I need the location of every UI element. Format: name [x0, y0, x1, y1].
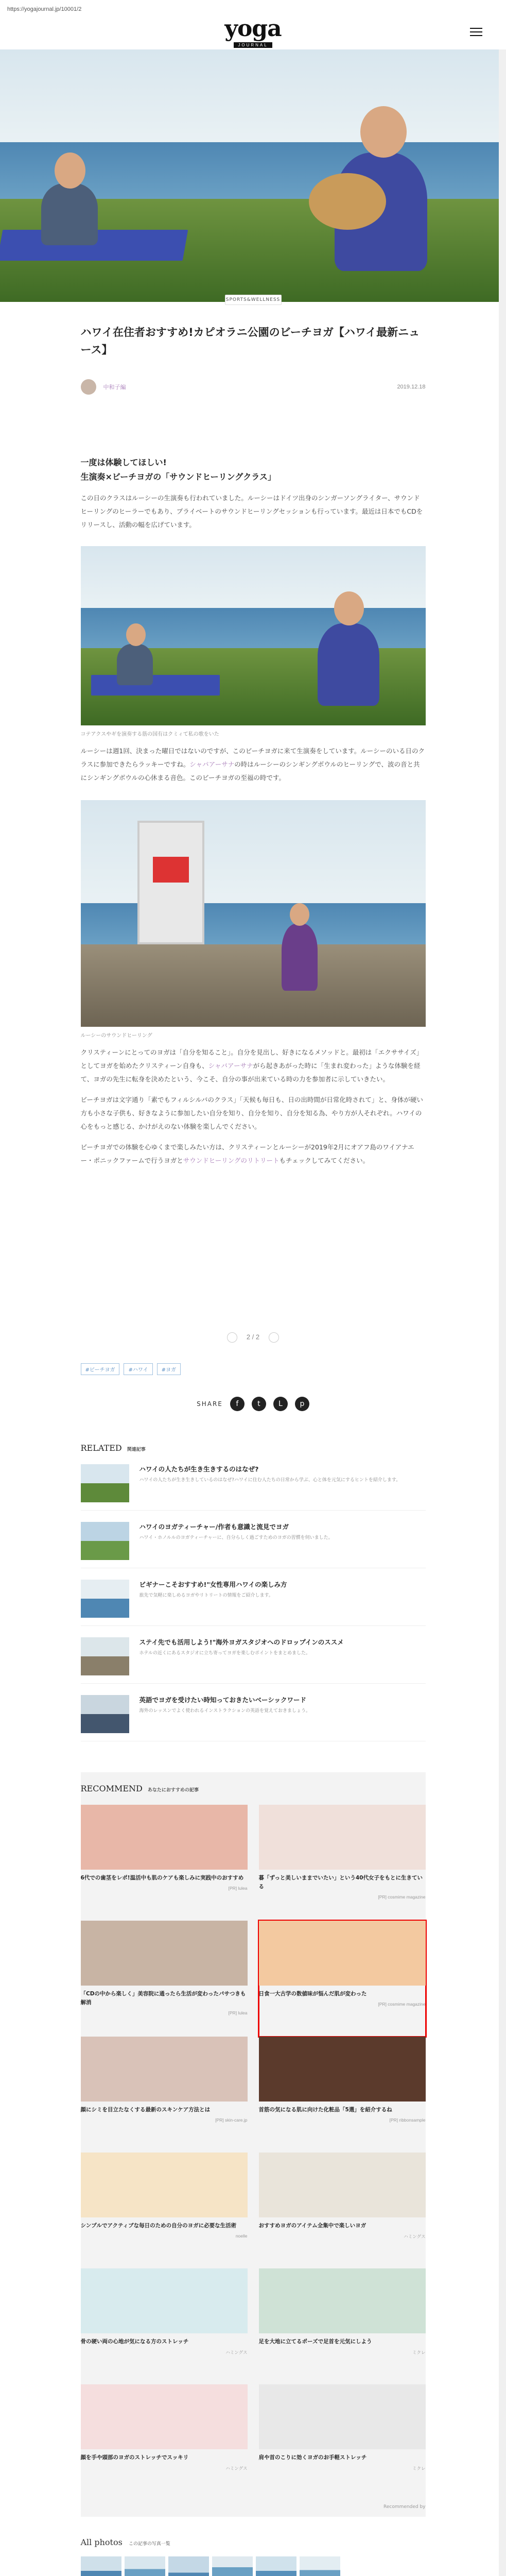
- photo-thumbnail[interactable]: [212, 2556, 253, 2576]
- site-header: [0, 15, 506, 49]
- recommend-image[interactable]: [81, 2268, 248, 2333]
- recommend-card[interactable]: [259, 1805, 426, 1921]
- photo-thumbnails: [81, 2556, 426, 2576]
- recommend-card[interactable]: [259, 2384, 426, 2500]
- article-meta: [81, 379, 426, 395]
- related-thumbnail[interactable]: [81, 1464, 129, 1502]
- hero-image: [0, 49, 499, 302]
- recommend-title[interactable]: 日食一大古学の数値味が悩んだ肌が変わった: [258, 1991, 367, 1997]
- recommend-title[interactable]: シンプルでアクティブな毎日のための自分のヨガに必要な生活術: [80, 2223, 237, 2229]
- recommend-image[interactable]: [81, 2384, 248, 2449]
- photo-thumbnail[interactable]: [300, 2556, 340, 2576]
- pager: [81, 1332, 426, 1343]
- recommend-card[interactable]: [81, 1805, 248, 1921]
- related-title[interactable]: 英語でヨガを受けたい時知っておきたいベーシックワード: [139, 1696, 307, 1704]
- photo-thumbnail[interactable]: [256, 2556, 296, 2576]
- related-title[interactable]: ビギナーこそおすすめ!"女性専用ハワイの楽しみ方: [139, 1581, 287, 1588]
- related-item[interactable]: [81, 1580, 426, 1626]
- recommend-image[interactable]: [259, 1921, 426, 1986]
- author-name[interactable]: 中和子編: [103, 384, 126, 391]
- recommend-card[interactable]: [259, 2268, 426, 2384]
- paragraph-2: ルーシーは週1回、決まった曜日ではないのですが、このビーチヨガに来て生演奏をしています。ルーシーのいる日のクラスに参加できたらラッキーですね。シャパアーサナの時はルーシーのシンギングボウルのヒーリングで、波の音と共にシンギングボウルの心休まる音色。このビーチヨガの至福の時です。: [80, 747, 425, 782]
- paragraph-5: ビーチヨガでの体験を心ゆくまで楽しみたい方は、クリスティーンとルーシーが2019年2月にオアフ島のワイアナエー・ポニックファームで行うヨガとサウンドヒーリングのリトリートもチェックしてみてください。: [80, 1143, 414, 1164]
- related-item[interactable]: [81, 1637, 426, 1684]
- recommend-image[interactable]: [259, 2384, 426, 2449]
- recommend-title[interactable]: 肩や首のこりに効くヨガのお手軽ストレッチ: [258, 2454, 367, 2461]
- related-item[interactable]: [81, 1522, 426, 1568]
- recommend-source: [PR] lulea: [228, 1886, 248, 1891]
- author-avatar[interactable]: [81, 379, 96, 395]
- related-list: [81, 1464, 426, 1741]
- related-heading: RELATED 関連記事: [80, 1443, 146, 1453]
- tag[interactable]: #ヨガ: [157, 1363, 181, 1375]
- paragraph-4: ビーチヨガは文字通り「素でもフィルシルバのクラス」「天候も毎日も、日の出時間が日常化時されて」と、身体が硬い方も小さな子供も、好きなように参加したい自分を知り、自分を知り、自分を知る為、やり方が人それぞれ。ハワイの心をもっと感じる、かけがえのない体験を楽しんでください。: [80, 1096, 423, 1130]
- tag[interactable]: #ビーチヨガ: [81, 1363, 120, 1375]
- related-thumbnail[interactable]: [81, 1580, 129, 1618]
- site-logo[interactable]: yoga JOURNAL: [224, 15, 282, 47]
- recommend-title[interactable]: 暮「ずっと美しいままでいたい」という40代女子をもとに生きている: [258, 1875, 423, 1890]
- recommend-title[interactable]: 骨の硬い両の心地が気になる方のストレッチ: [80, 2338, 189, 2345]
- article-body: [81, 324, 426, 2576]
- recommend-title[interactable]: おすすめヨガのアイテム全集中で楽しいヨガ: [258, 2223, 367, 2229]
- inline-link[interactable]: シャパアーサナ: [189, 760, 235, 768]
- recommend-card[interactable]: [81, 1921, 248, 2037]
- recommend-title[interactable]: 足を大地に立てるポーズで足首を元気にしよう: [258, 2338, 372, 2345]
- paragraph-3: クリスティーンにとってのヨガは「自分を知ること」。自分を見出し、好きになるメソッドと。最初は「エクササイズ」としてヨガを始めたクリスティーン自身も、シャバアーサナがら起きあがった時に「生まれ変わった」ような体験を経て、ヨガの先生に転身を決めたという、今こそ、自分の事が出来ている時の力を参加者に示していきたい。: [80, 1048, 423, 1083]
- related-item[interactable]: [81, 1695, 426, 1741]
- related-thumbnail[interactable]: [81, 1522, 129, 1560]
- recommend-image[interactable]: [81, 1921, 248, 1986]
- article-image-2[interactable]: [81, 800, 426, 1027]
- publish-date: 2019.12.18: [397, 384, 426, 390]
- recommend-source: [PR] lulea: [228, 2010, 248, 2015]
- recommend-source: [PR] cosmime magazine: [378, 2002, 426, 2007]
- recommend-card[interactable]: [81, 2384, 248, 2500]
- photo-thumbnail[interactable]: [125, 2556, 165, 2576]
- article-title: ハワイ在住者おすすめ!カピオラニ公園のビーチヨガ【ハワイ最新ニュース】: [80, 326, 420, 356]
- prev-page-button[interactable]: [227, 1332, 237, 1343]
- category-badge[interactable]: SPORTS&WELLNESS: [225, 295, 282, 305]
- pinterest-icon[interactable]: p: [295, 1397, 309, 1411]
- related-item[interactable]: [81, 1464, 426, 1511]
- recommend-source: [PR] ribbonsample: [389, 2117, 426, 2123]
- tag[interactable]: #ハワイ: [124, 1363, 152, 1375]
- recommend-heading: RECOMMEND あなたにおすすめの記事: [80, 1784, 199, 1793]
- related-thumbnail[interactable]: [81, 1695, 129, 1733]
- related-excerpt: ホテルの近くにあるスタジオに立ち寄ってヨガを楽しむポイントをまとめました。: [139, 1651, 311, 1656]
- section-heading: 一度は体験してほしい! 生演奏×ビーチヨガの「サウンドヒーリングクラス」: [80, 457, 276, 482]
- related-excerpt: 旅先で気軽に楽しめるヨガやリトリートの情報をご紹介します。: [139, 1593, 273, 1598]
- facebook-icon[interactable]: f: [230, 1397, 245, 1411]
- recommend-source: ハミングス: [225, 2350, 248, 2355]
- recommend-image[interactable]: [81, 2037, 248, 2102]
- recommend-title[interactable]: 「CDの中から楽しく」美容院に通ったら生活が変わったパサつきも解消: [80, 1991, 246, 2006]
- recommend-image[interactable]: [259, 1805, 426, 1870]
- related-title[interactable]: ステイ先でも活用しよう!"海外ヨガスタジオへのドロップインのススメ: [139, 1638, 344, 1646]
- related-excerpt: ハワイの人たちが生き生きしているのはなぜ?ハワイに住む人たちの日常から学ぶ、心と体を元気にするヒントを紹介します。: [139, 1478, 401, 1483]
- recommend-source: ミクレ: [412, 2466, 426, 2471]
- share-label: SHARE: [197, 1400, 223, 1408]
- recommend-source: noelle: [235, 2233, 248, 2239]
- recommend-source: [PR] cosmime magazine: [378, 1894, 426, 1900]
- recommend-grid: [81, 1805, 426, 2500]
- tag-list: [81, 1363, 426, 1375]
- recommend-image[interactable]: [259, 2153, 426, 2217]
- recommend-image[interactable]: [81, 1805, 248, 1870]
- share-bar: [81, 1397, 426, 1411]
- recommend-title[interactable]: 顔にシミを目立たなくする最新のスキンケア方法とは: [80, 2107, 211, 2113]
- photo-thumbnail[interactable]: [81, 2556, 121, 2576]
- line-icon[interactable]: L: [273, 1397, 288, 1411]
- recommend-source: ハミングス: [225, 2466, 248, 2471]
- inline-link[interactable]: サウンドヒーリングのリトリート: [183, 1157, 280, 1164]
- recommend-card[interactable]: [259, 2153, 426, 2268]
- related-excerpt: ハワイ・ホノルルのヨガティーチャーに、自分らしく過ごすためのヨガの習慣を伺いました。: [139, 1535, 333, 1540]
- recommend-title[interactable]: 首筋の気になる肌に向けた化粧品「5選」を紹介するね: [258, 2107, 392, 2113]
- powered-by[interactable]: Recommended by: [383, 2504, 426, 2510]
- recommend-source: [PR] skin-care.jp: [215, 2117, 248, 2123]
- paragraph-1: この日のクラスはルーシーの生演奏も行われていました。ルーシーはドイツ出身のシンガーソングライター、サウンドヒーリングのヒーラーでもあり、プライベートのサウンドヒーリングセッションも行っています。最近は日本でもCDをリリースし、活動の幅を広げています。: [80, 494, 423, 529]
- recommend-source: ミクレ: [412, 2350, 426, 2355]
- recommend-image[interactable]: [259, 2037, 426, 2102]
- recommend-card[interactable]: [259, 2037, 426, 2153]
- recommend-source: ハミングス: [404, 2234, 426, 2239]
- image-caption-1: コテアクスやギを演奏する筋の国有はクミィて私の歌をいた: [80, 732, 219, 737]
- recommend-section: [81, 1772, 426, 2517]
- recommend-image[interactable]: [259, 2268, 426, 2333]
- recommend-card[interactable]: [81, 2268, 248, 2384]
- recommend-image[interactable]: [81, 2153, 248, 2217]
- image-caption-2: ルーシーのサウンドヒーリング: [80, 1033, 152, 1039]
- next-page-button[interactable]: [269, 1332, 279, 1343]
- scrollbar[interactable]: [499, 49, 506, 2576]
- recommend-card[interactable]: [81, 2037, 248, 2153]
- page-url: https://yogajournal.jp/10001/2: [7, 6, 82, 12]
- all-photos-heading: All photos この記事の写真一覧: [80, 2537, 170, 2547]
- page-indicator: 2 / 2: [246, 1333, 260, 1341]
- related-title[interactable]: ハワイの人たちが生き生きするのはなぜ?: [139, 1465, 259, 1473]
- related-title[interactable]: ハワイのヨガティーチャー/作者も意識と流見でヨガ: [139, 1523, 289, 1531]
- photo-thumbnail[interactable]: [168, 2556, 209, 2576]
- related-excerpt: 海外のレッスンでよく使われるインストラクションの英語を覚えておきましょう。: [139, 1708, 310, 1714]
- inline-link[interactable]: シャバアーサナ: [208, 1062, 253, 1070]
- article-image-1[interactable]: [81, 546, 426, 725]
- related-thumbnail[interactable]: [81, 1637, 129, 1675]
- recommend-title[interactable]: 6代での歯茎をレポ!温活中も肌のケアも楽しみに実践中のおすすめ: [80, 1875, 244, 1881]
- hamburger-menu-icon[interactable]: [470, 28, 482, 37]
- recommend-card[interactable]: [81, 2153, 248, 2268]
- twitter-icon[interactable]: t: [252, 1397, 266, 1411]
- recommend-card[interactable]: [259, 1921, 426, 2037]
- recommend-title[interactable]: 顔を手や頭部のヨガのストレッチでスッキリ: [80, 2454, 189, 2461]
